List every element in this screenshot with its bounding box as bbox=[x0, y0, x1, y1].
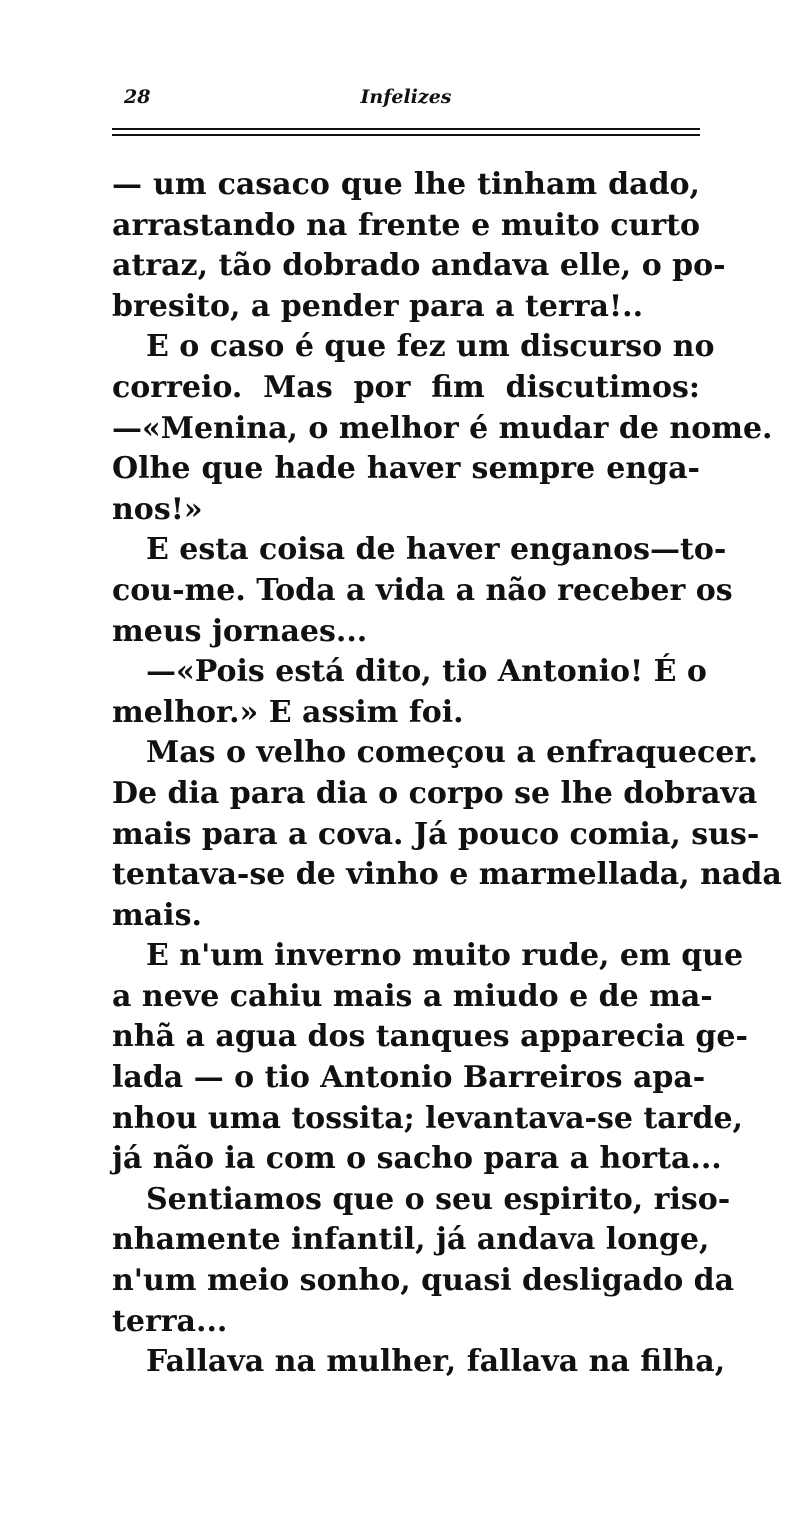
body-text bbox=[112, 165, 782, 1383]
text-line: E o caso é que fez um discurso no bbox=[146, 329, 715, 365]
text-line: De dia para dia o corpo se lhe dobrava bbox=[112, 775, 758, 811]
text-line: —«Menina, o melhor é mudar de nome. bbox=[112, 410, 773, 446]
text-line: nhã a agua dos tanques apparecia ge- bbox=[112, 1019, 748, 1055]
text-line: Mas o velho começou a enfraquecer. bbox=[146, 735, 758, 771]
text-line: já não ia com o sacho para a horta... bbox=[112, 1141, 722, 1177]
text-line: a neve cahiu mais a miudo e de ma- bbox=[112, 978, 713, 1014]
text-line: mais. bbox=[112, 897, 202, 933]
running-title: Infelizes bbox=[360, 86, 452, 108]
text-line: atraz, tão dobrado andava elle, o po- bbox=[112, 248, 726, 284]
text-line: meus jornaes... bbox=[112, 613, 368, 649]
text-line: n'um meio sonho, quasi desligado da bbox=[112, 1263, 735, 1299]
header-rule-top bbox=[112, 128, 700, 130]
text-line: Olhe que hade haver sempre enga- bbox=[112, 451, 700, 487]
header-rule-bottom bbox=[112, 134, 700, 136]
text-line: lada — o tio Antonio Barreiros apa- bbox=[112, 1060, 706, 1096]
text-line: terra... bbox=[112, 1303, 228, 1339]
text-line: arrastando na frente e muito curto bbox=[112, 207, 700, 243]
text-line: Fallava na mulher, fallava na filha, bbox=[146, 1344, 726, 1380]
text-line: nhou uma tossita; levantava-se tarde, bbox=[112, 1100, 743, 1136]
text-line: Sentiamos que o seu espirito, riso- bbox=[146, 1181, 731, 1217]
text-line: nos!» bbox=[112, 491, 203, 527]
text-line: correio. Mas por fim discutimos: bbox=[112, 369, 700, 405]
text-line: tentava-se de vinho e marmellada, nada bbox=[112, 857, 782, 893]
text-line: nhamente infantil, já andava longe, bbox=[112, 1222, 710, 1258]
text-line: — um casaco que lhe tinham dado, bbox=[112, 167, 700, 202]
text-line: cou-me. Toda a vida a não receber os bbox=[112, 572, 733, 608]
text-line: mais para a cova. Já pouco comia, sus- bbox=[112, 816, 760, 852]
running-head bbox=[112, 82, 700, 122]
text-line: E esta coisa de haver enganos—to- bbox=[146, 532, 727, 568]
text-line: bresito, a pender para a terra!.. bbox=[112, 288, 644, 324]
text-line: melhor.» E assim foi. bbox=[112, 694, 464, 730]
text-line: E n'um inverno muito rude, em que bbox=[146, 938, 744, 974]
page-number: 28 bbox=[124, 86, 151, 108]
text-line: —«Pois está dito, tio Antonio! É o bbox=[146, 654, 707, 690]
